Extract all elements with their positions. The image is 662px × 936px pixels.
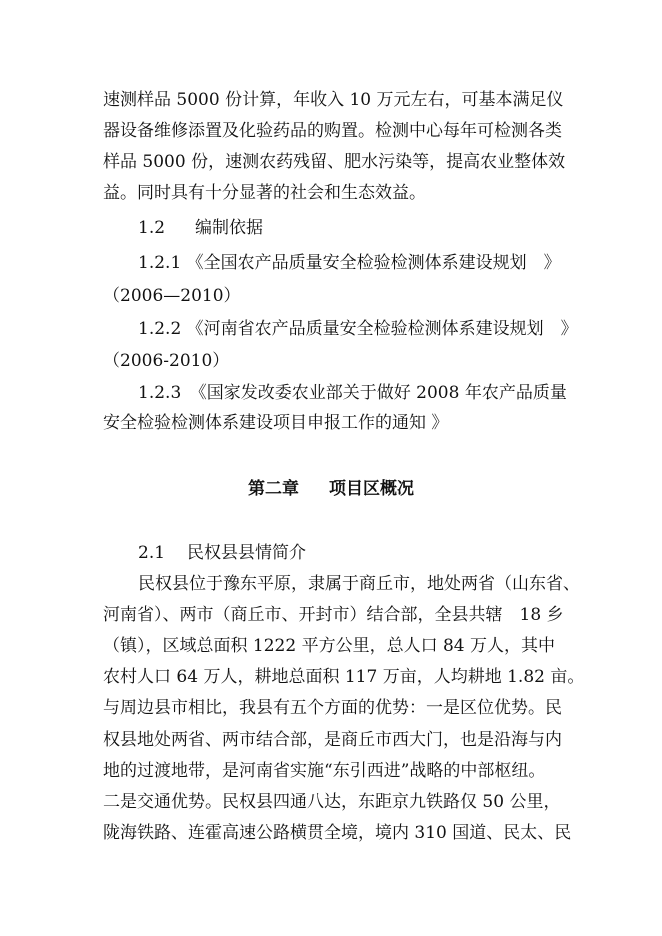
paragraph-line: 陇海铁路、连霍高速公路横贯全境，境内 310 国道、民太、民 (103, 823, 572, 843)
paragraph-line: 益。同时具有十分显著的社会和生态效益。 (103, 183, 426, 203)
paragraph-line: 农村人口 64 万人，耕地总面积 117 万亩，人均耕地 1.82 亩。 (103, 667, 585, 687)
section-heading-1-2 (138, 217, 263, 239)
paragraph-line: 二是交通优势。民权县四通八达，东距京九铁路仅 50 公里， (103, 792, 561, 812)
chapter-heading (0, 478, 662, 500)
paragraph-line: 民权县位于豫东平原，隶属于商丘市，地处两省（山东省、 (138, 574, 580, 594)
paragraph-line: 样品 5000 份，速测农药残留、肥水污染等，提高农业整体效 (103, 152, 566, 172)
reference-item-line: 1.2.2 《河南省农产品质量安全检验检测体系建设规划 》 (138, 319, 578, 339)
section-number: 2.1 (138, 543, 166, 563)
paragraph-line: 权县地处两省、两市结合部，是商丘市西大门，也是沿海与内 (103, 730, 562, 750)
reference-item-line: 安全检验检测体系建设项目申报工作的通知 》 (103, 413, 449, 433)
paragraph-line: （镇），区域总面积 1222 平方公里，总人口 84 万人，其中 (103, 636, 556, 656)
reference-item-line: （2006—2010） (103, 286, 241, 306)
reference-item-line: （2006-2010） (103, 351, 230, 371)
chapter-label: 第二章 (248, 479, 299, 499)
paragraph-line: 速测样品 5000 份计算，年收入 10 万元左右，可基本满足仪 (103, 90, 564, 110)
reference-item-line: 1.2.1 《全国农产品质量安全检验检测体系建设规划 》 (138, 253, 561, 273)
chapter-title: 项目区概况 (329, 479, 414, 499)
paragraph-line: 器设备维修添置及化验药品的购置。检测中心每年可检测各类 (103, 121, 562, 141)
paragraph-line: 地的过渡地带，是河南省实施“东引西进”战略的中部枢纽。 (103, 761, 546, 781)
reference-item-line: 1.2.3 《国家发改委农业部关于做好 2008 年农产品质量 (138, 383, 567, 403)
section-title: 民权县县情简介 (187, 543, 307, 563)
paragraph-line: 与周边县市相比，我县有五个方面的优势：一是区位优势。民 (103, 698, 562, 718)
section-title: 编制依据 (195, 218, 264, 238)
section-number: 1.2 (138, 218, 166, 238)
paragraph-line: 河南省）、两市（商丘市、开封市）结合部，全县共辖 18 乡 (103, 605, 564, 625)
section-heading-2-1 (138, 542, 306, 564)
